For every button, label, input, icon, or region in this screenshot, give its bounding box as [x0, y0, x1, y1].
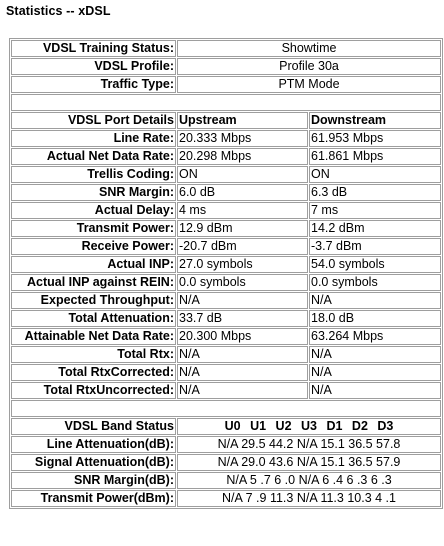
port-detail-label: Total Attenuation:: [11, 310, 176, 327]
band-status-row: [11, 454, 441, 471]
port-detail-row: [11, 328, 441, 345]
band-status-header-row: [11, 418, 441, 435]
port-detail-label: Total RtxCorrected:: [11, 364, 176, 381]
band-status-row: [11, 490, 441, 507]
port-detail-row: [11, 346, 441, 363]
xdsl-stats-table: [9, 38, 443, 509]
upstream-value: 27.0 symbols: [177, 256, 308, 273]
band-row-values: N/A 5 .7 6 .0 N/A 6 .4 6 .3 6 .3: [177, 472, 441, 489]
upstream-value: 20.298 Mbps: [177, 148, 308, 165]
downstream-value: 61.953 Mbps: [309, 130, 441, 147]
port-detail-label: Actual Delay:: [11, 202, 176, 219]
summary-value: Showtime: [177, 40, 441, 57]
port-detail-label: Total Rtx:: [11, 346, 176, 363]
band-status-header: VDSL Band Status: [11, 418, 176, 435]
band-row-label: Signal Attenuation(dB):: [11, 454, 176, 471]
upstream-value: -20.7 dBm: [177, 238, 308, 255]
downstream-value: 63.264 Mbps: [309, 328, 441, 345]
summary-row: [11, 58, 441, 75]
upstream-value: N/A: [177, 364, 308, 381]
upstream-value: N/A: [177, 292, 308, 309]
port-detail-label: Receive Power:: [11, 238, 176, 255]
band-row-values: N/A 7 .9 11.3 N/A 11.3 10.3 4 .1: [177, 490, 441, 507]
downstream-header: Downstream: [309, 112, 441, 129]
summary-value: PTM Mode: [177, 76, 441, 93]
downstream-value: N/A: [309, 292, 441, 309]
band-status-row: [11, 472, 441, 489]
summary-row: [11, 40, 441, 57]
downstream-value: 0.0 symbols: [309, 274, 441, 291]
upstream-header: Upstream: [177, 112, 308, 129]
port-detail-row: [11, 364, 441, 381]
downstream-value: 18.0 dB: [309, 310, 441, 327]
upstream-value: 0.0 symbols: [177, 274, 308, 291]
band-row-values: N/A 29.0 43.6 N/A 15.1 36.5 57.9: [177, 454, 441, 471]
port-detail-row: [11, 184, 441, 201]
port-details-header: VDSL Port Details: [11, 112, 176, 129]
upstream-value: 20.300 Mbps: [177, 328, 308, 345]
port-detail-row: [11, 148, 441, 165]
band-row-values: N/A 29.5 44.2 N/A 15.1 36.5 57.8: [177, 436, 441, 453]
port-detail-row: [11, 166, 441, 183]
upstream-value: 4 ms: [177, 202, 308, 219]
port-detail-label: SNR Margin:: [11, 184, 176, 201]
upstream-value: N/A: [177, 346, 308, 363]
spacer-row: [11, 400, 441, 417]
page-title: Statistics -- xDSL: [6, 4, 111, 18]
summary-label: VDSL Profile:: [11, 58, 176, 75]
downstream-value: -3.7 dBm: [309, 238, 441, 255]
downstream-value: N/A: [309, 346, 441, 363]
port-detail-row: [11, 202, 441, 219]
band-columns-header: U0 U1 U2 U3 D1 D2 D3: [177, 418, 441, 435]
band-row-label: SNR Margin(dB):: [11, 472, 176, 489]
port-detail-row: [11, 382, 441, 399]
port-detail-row: [11, 220, 441, 237]
port-detail-row: [11, 256, 441, 273]
port-detail-row: [11, 130, 441, 147]
downstream-value: 7 ms: [309, 202, 441, 219]
summary-value: Profile 30a: [177, 58, 441, 75]
spacer-cell: [11, 400, 441, 417]
band-row-label: Transmit Power(dBm):: [11, 490, 176, 507]
port-detail-label: Trellis Coding:: [11, 166, 176, 183]
upstream-value: 6.0 dB: [177, 184, 308, 201]
summary-label: VDSL Training Status:: [11, 40, 176, 57]
band-row-label: Line Attenuation(dB):: [11, 436, 176, 453]
port-detail-label: Actual INP:: [11, 256, 176, 273]
upstream-value: 12.9 dBm: [177, 220, 308, 237]
summary-label: Traffic Type:: [11, 76, 176, 93]
port-details-header-row: [11, 112, 441, 129]
upstream-value: 20.333 Mbps: [177, 130, 308, 147]
downstream-value: 6.3 dB: [309, 184, 441, 201]
port-detail-row: [11, 310, 441, 327]
upstream-value: N/A: [177, 382, 308, 399]
port-detail-row: [11, 238, 441, 255]
summary-row: [11, 76, 441, 93]
spacer-row: [11, 94, 441, 111]
port-detail-label: Total RtxUncorrected:: [11, 382, 176, 399]
port-detail-label: Transmit Power:: [11, 220, 176, 237]
downstream-value: 14.2 dBm: [309, 220, 441, 237]
stats-table-body: [11, 40, 441, 507]
band-status-row: [11, 436, 441, 453]
port-detail-row: [11, 292, 441, 309]
spacer-cell: [11, 94, 441, 111]
port-detail-label: Actual INP against REIN:: [11, 274, 176, 291]
downstream-value: ON: [309, 166, 441, 183]
upstream-value: ON: [177, 166, 308, 183]
port-detail-row: [11, 274, 441, 291]
port-detail-label: Expected Throughput:: [11, 292, 176, 309]
port-detail-label: Actual Net Data Rate:: [11, 148, 176, 165]
downstream-value: 54.0 symbols: [309, 256, 441, 273]
upstream-value: 33.7 dB: [177, 310, 308, 327]
port-detail-label: Line Rate:: [11, 130, 176, 147]
downstream-value: N/A: [309, 382, 441, 399]
downstream-value: 61.861 Mbps: [309, 148, 441, 165]
downstream-value: N/A: [309, 364, 441, 381]
port-detail-label: Attainable Net Data Rate:: [11, 328, 176, 345]
